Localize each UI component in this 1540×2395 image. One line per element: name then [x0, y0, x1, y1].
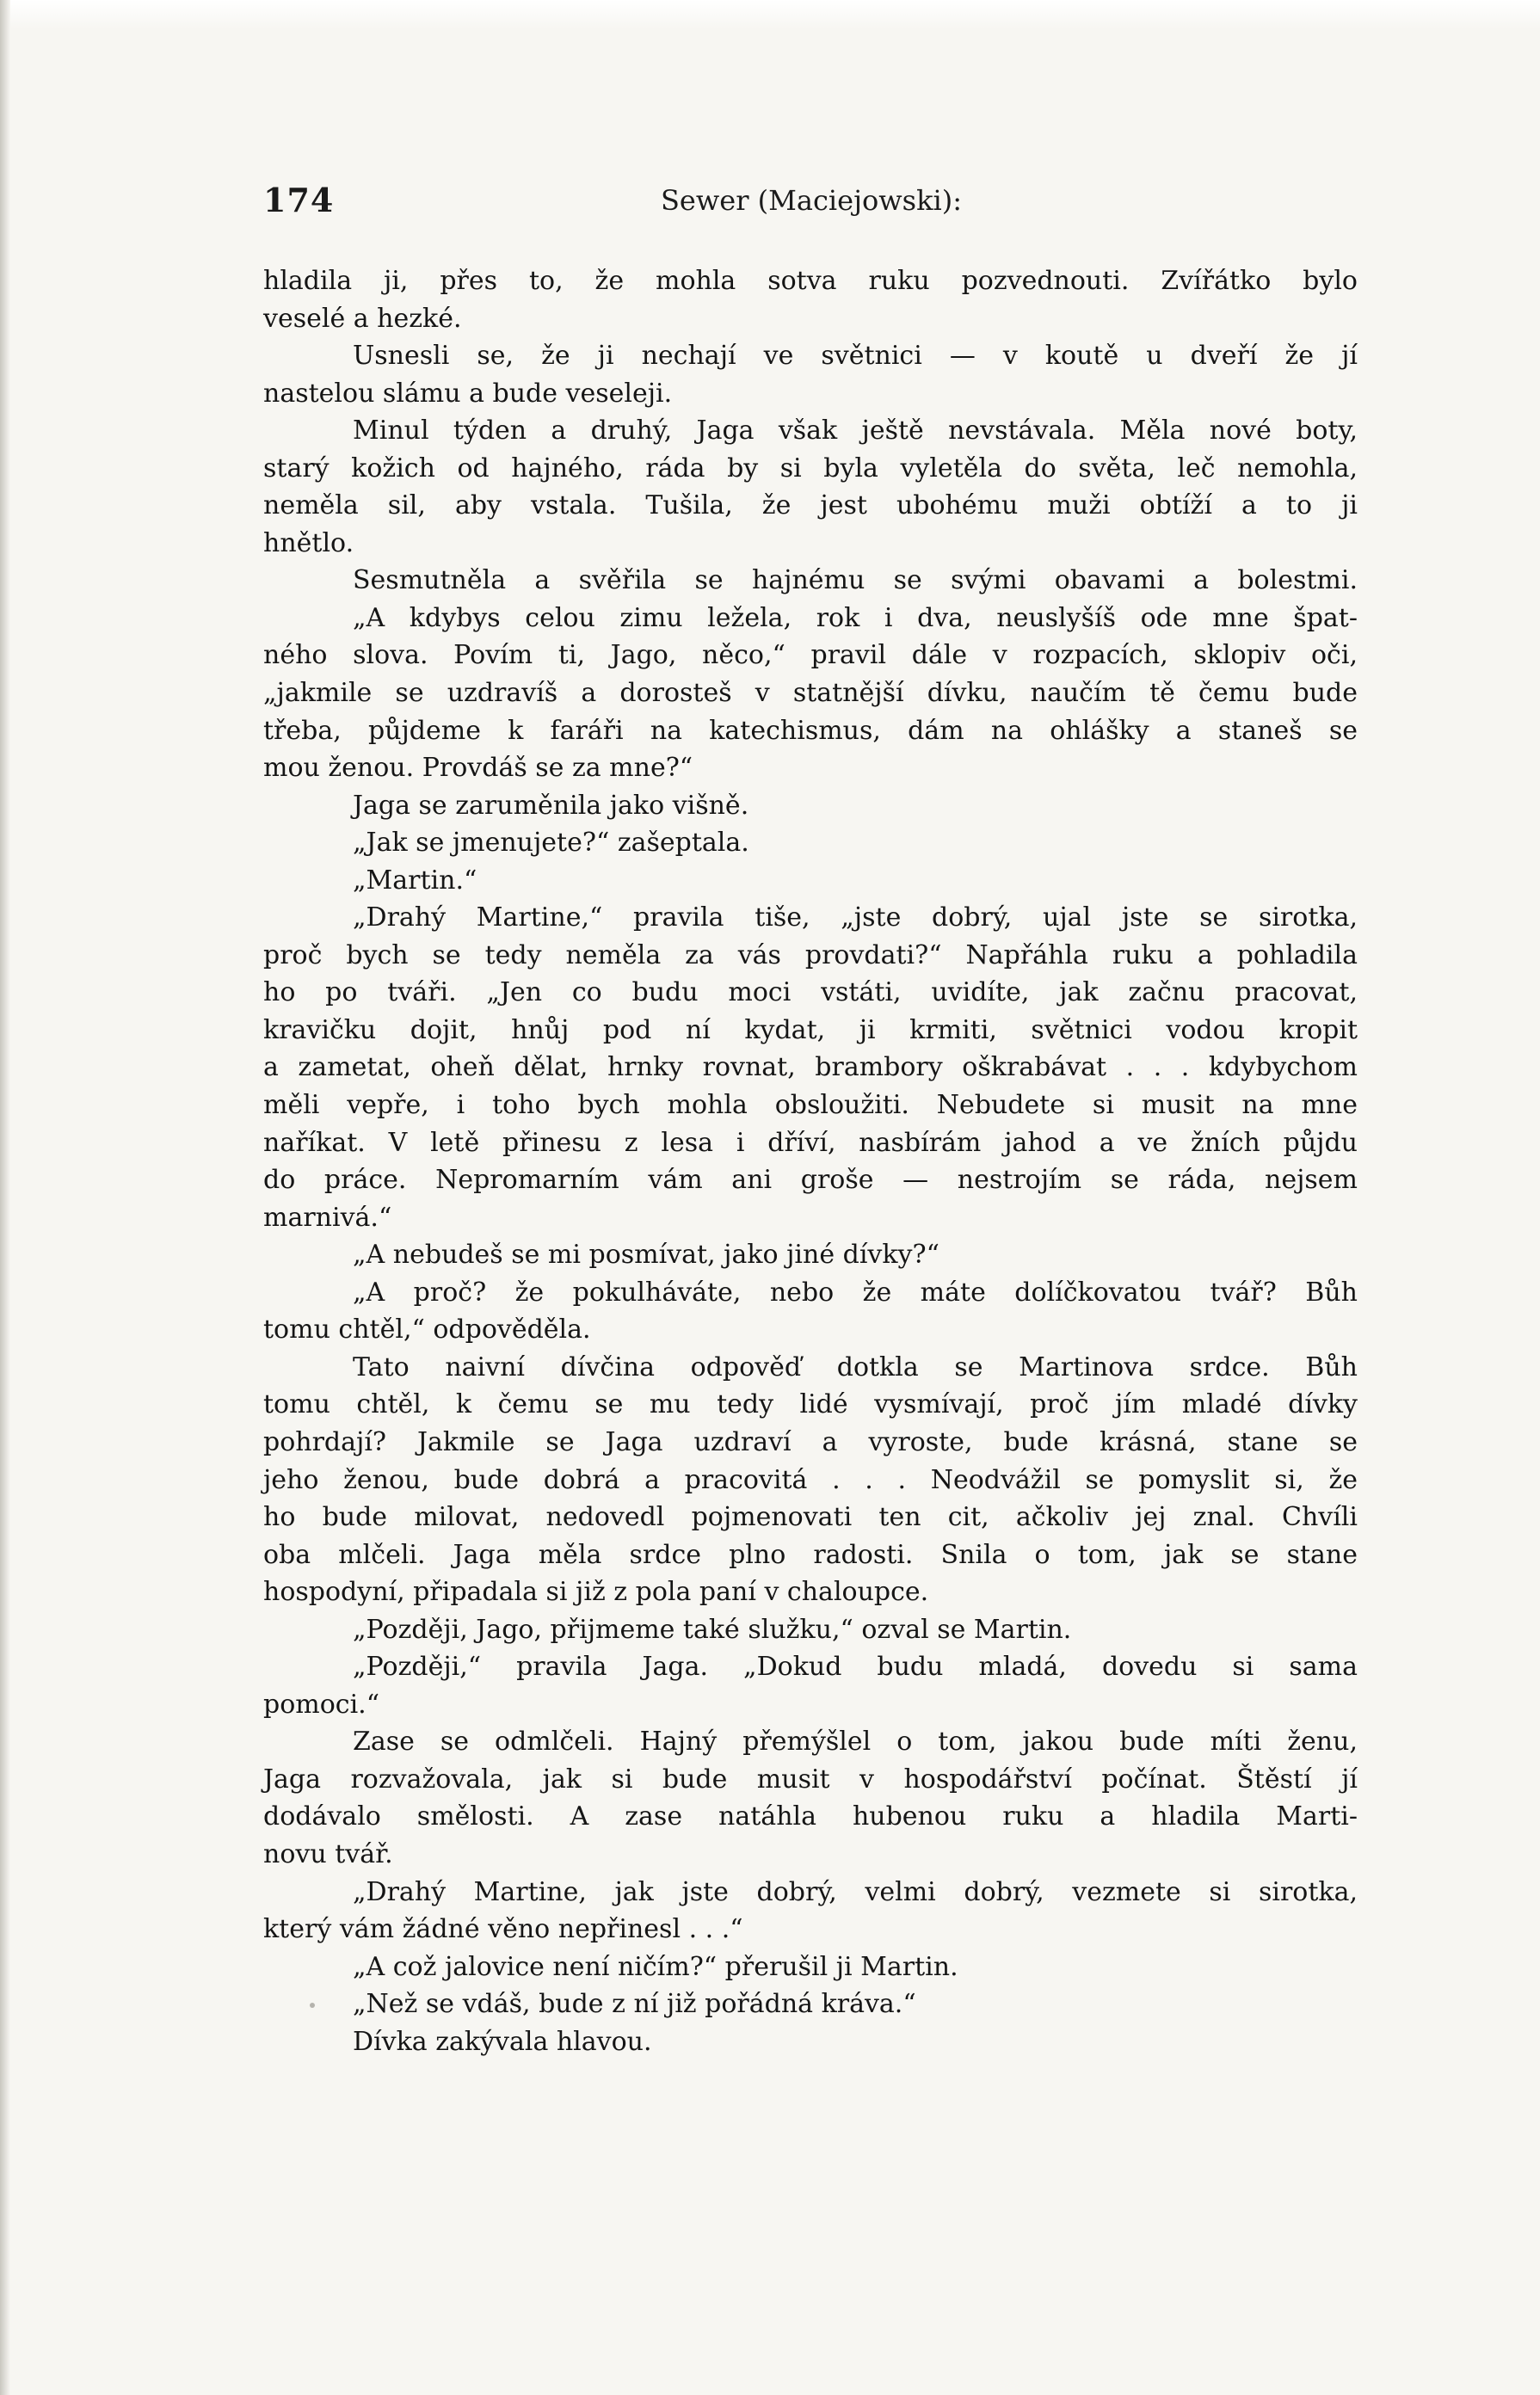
text-line: do práce. Nepromarním vám ani groše — nestrojím se ráda, nejsem — [263, 1165, 1358, 1196]
body-text — [263, 262, 1358, 2060]
text-line: Dívka zakývala hlavou. — [353, 2026, 652, 2057]
text-line: oba mlčeli. Jaga měla srdce plno radosti. Snila o tom, jak se stane — [263, 1539, 1358, 1570]
text-line: ho bude milovat, nedovedl pojmenovati ten cit, ačkoliv jej znal. Chvíli — [263, 1502, 1358, 1533]
text-line: nastelou slámu a bude veseleji. — [263, 378, 673, 409]
text-line: pomoci.“ — [263, 1689, 380, 1720]
running-head: Sewer (Maciejowski): — [661, 184, 962, 217]
text-line: proč bych se tedy neměla za vás provdati?“ Napřáhla ruku a pohladila — [263, 939, 1358, 970]
text-line: který vám žádné věno nepřinesl . . .“ — [263, 1914, 743, 1945]
text-line: marnivá.“ — [263, 1202, 392, 1233]
text-line: „Později,“ pravila Jaga. „Dokud budu mladá, dovedu si sama — [353, 1652, 1358, 1683]
text-line: „Jak se jmenujete?“ zašeptala. — [353, 828, 749, 859]
text-line: tomu chtěl,“ odpověděla. — [263, 1314, 591, 1345]
text-line: Usnesli se, že ji nechají ve světnici — v koutě u dveří že jí — [353, 341, 1358, 372]
text-line: a zametat, oheň dělat, hrnky rovnat, brambory oškrabávat . . . kdybychom — [263, 1052, 1358, 1083]
text-line: kravičku dojit, hnůj pod ní kydat, ji krmiti, světnici vodou kropit — [263, 1014, 1358, 1045]
text-line: starý kožich od hajného, ráda by si byla vyletěla do světa, leč nemohla, — [263, 453, 1358, 483]
page-number: 174 — [263, 181, 335, 219]
text-line: dodávalo smělosti. A zase natáhla hubenou ruku a hladila Marti- — [263, 1801, 1358, 1832]
text-line: Zase se odmlčeli. Hajný přemýšlel o tom, jakou bude míti ženu, — [353, 1727, 1358, 1758]
text-line: „Drahý Martine, jak jste dobrý, velmi dobrý, vezmete si sirotka, — [353, 1876, 1358, 1907]
text-line: hladila ji, přes to, že mohla sotva ruku pozvednouti. Zvířátko bylo — [263, 266, 1358, 296]
text-line: neměla sil, aby vstala. Tušila, že jest ubohému muži obtíží a to ji — [263, 490, 1358, 521]
scan-edge-left — [0, 0, 10, 2395]
text-line: Sesmutněla a svěřila se hajnému se svými obavami a bolestmi. — [353, 565, 1358, 596]
scan-speck — [310, 2003, 315, 2008]
text-line: novu tvář. — [263, 1838, 393, 1869]
text-line: tomu chtěl, k čemu se mu tedy lidé vysmívají, proč jím mladé dívky — [263, 1389, 1358, 1420]
text-line: „A nebudeš se mi posmívat, jako jiné dívky?“ — [353, 1240, 939, 1271]
page-header — [263, 181, 1356, 232]
text-line: jeho ženou, bude dobrá a pracovitá . . . Neodvážil se pomyslit si, že — [263, 1464, 1358, 1495]
text-line: „A kdybys celou zimu ležela, rok i dva, neuslyšíš ode mne špat- — [353, 602, 1358, 633]
scan-edge-top — [0, 0, 1540, 29]
text-line: veselé a hezké. — [263, 303, 462, 334]
text-line: Jaga rozvažovala, jak si bude musit v hospodářství počínat. Štěstí jí — [263, 1764, 1358, 1795]
text-line: „A což jalovice není ničím?“ přerušil ji Martin. — [353, 1951, 958, 1982]
text-line: „A proč? že pokulháváte, nebo že máte dolíčkovatou tvář? Bůh — [353, 1277, 1358, 1308]
text-line: „Později, Jago, přijmeme také služku,“ ozval se Martin. — [353, 1614, 1072, 1645]
text-line: Jaga se zaruměnila jako višně. — [353, 790, 749, 821]
text-line: třeba, půjdeme k faráři na katechismus, dám na ohlášky a staneš se — [263, 715, 1358, 746]
text-line: Minul týden a druhý, Jaga však ještě nevstávala. Měla nové boty, — [353, 416, 1358, 446]
text-line: „Než se vdáš, bude z ní již pořádná kráva.“ — [263, 1986, 1358, 2023]
text-line: Tato naivní dívčina odpověď dotkla se Martinova srdce. Bůh — [353, 1351, 1358, 1382]
text-line: naříkat. V letě přinesu z lesa i dříví, nasbírám jahod a ve žních půjdu — [263, 1127, 1358, 1158]
text-line: hospodyní, připadala si již z pola paní v chaloupce. — [263, 1577, 929, 1608]
text-line: hnětlo. — [263, 527, 354, 558]
text-line: pohrdají? Jakmile se Jaga uzdraví a vyroste, bude krásná, stane se — [263, 1426, 1358, 1457]
text-line: ho po tváři. „Jen co budu moci vstáti, uvidíte, jak začnu pracovat, — [263, 977, 1358, 1008]
text-line: „Drahý Martine,“ pravila tiše, „jste dobrý, ujal jste se sirotka, — [353, 902, 1358, 933]
text-line: ného slova. Povím ti, Jago, něco,“ pravil dále v rozpacích, sklopiv oči, — [263, 640, 1358, 671]
text-line: mou ženou. Provdáš se za mne?“ — [263, 753, 693, 784]
text-line: měli vepře, i toho bych mohla obsloužiti. Nebudete si musit na mne — [263, 1090, 1358, 1121]
text-line: „Martin.“ — [353, 865, 477, 896]
text-line: „jakmile se uzdravíš a dorosteš v statnější dívku, naučím tě čemu bude — [263, 678, 1358, 709]
